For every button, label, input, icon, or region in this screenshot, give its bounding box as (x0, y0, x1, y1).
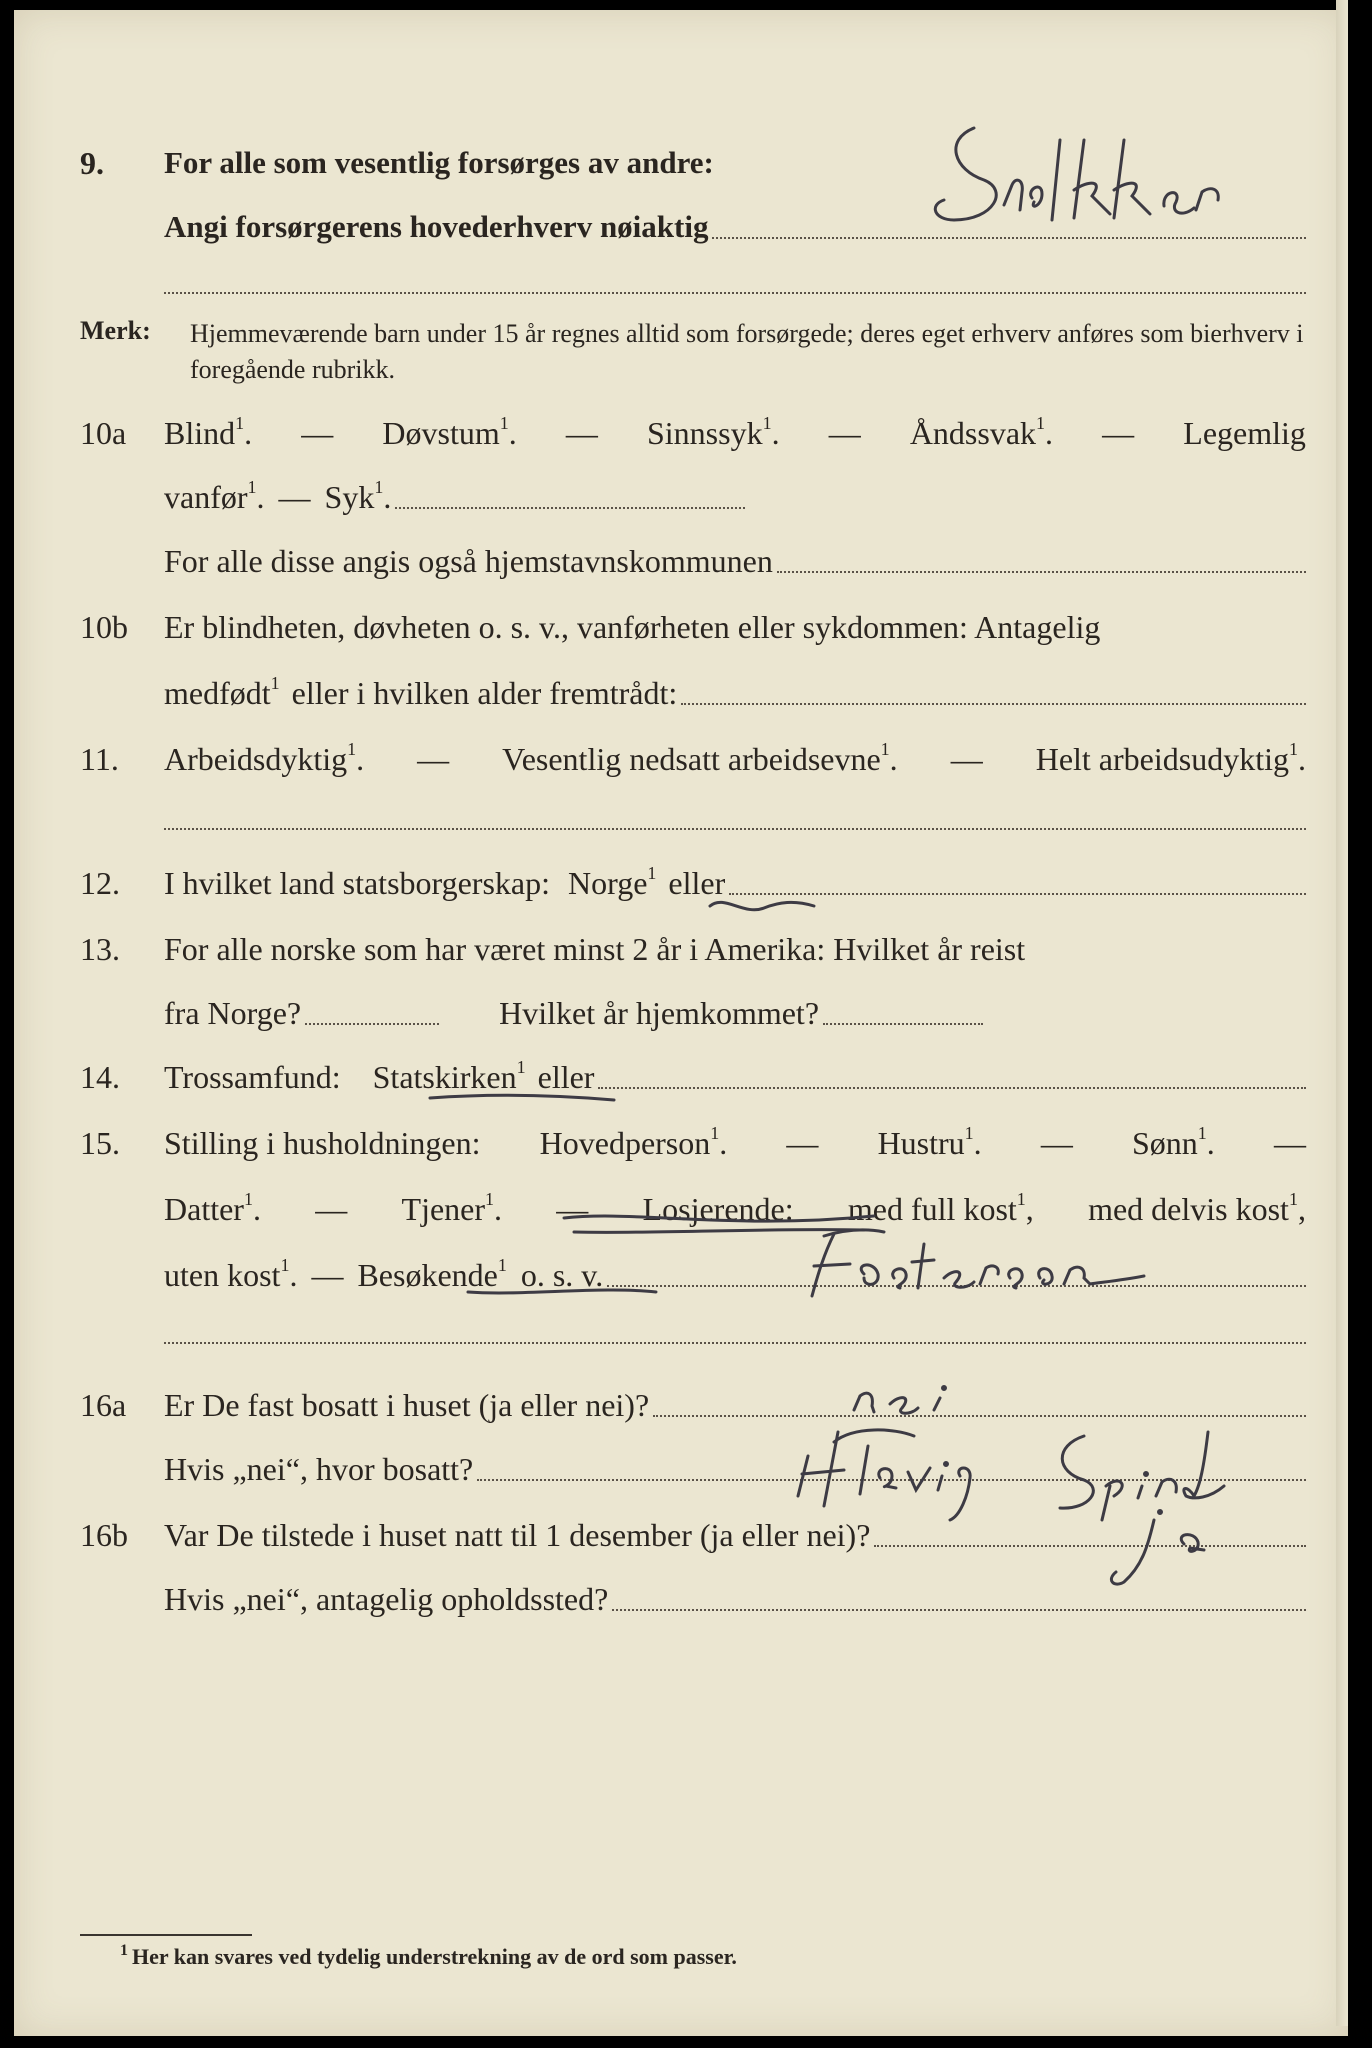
q10a-number: 10a (80, 415, 127, 451)
q14-row (14, 1052, 1348, 1102)
dash: — (1040, 1125, 1073, 1161)
q16b-answer-text (1014, 1630, 1015, 1631)
q16a-answer-text-1 (1014, 1500, 1016, 1501)
dash: — (565, 415, 598, 451)
dash: — (1102, 415, 1135, 451)
statskirken-underline-mark (424, 1088, 624, 1108)
q14-number: 14. (80, 1059, 120, 1095)
q9-text-1: For alle som vesentlig forsørges av andre: (164, 145, 714, 180)
q10b-row-2 (14, 668, 1348, 718)
option-legemlig: Legemlig (1183, 415, 1306, 451)
dash: — (315, 1191, 348, 1227)
besokende-underline-mark (462, 1282, 662, 1302)
q9-answer-text (1014, 260, 1018, 261)
option-dovstum: Døvstum$^1$. (382, 413, 517, 451)
q10a-row-1 (14, 408, 1348, 458)
q16b-text-1: Var De tilstede i huset natt til 1 desember (ja eller nei)? (164, 1517, 871, 1553)
option-andssvak: Åndssvak$^1$. (909, 413, 1054, 451)
q16b-answer-line-2[interactable] (612, 1609, 1306, 1611)
hjemstavn-answer-line[interactable] (777, 571, 1306, 573)
q10b-answer-line[interactable] (681, 703, 1306, 705)
option-hovedperson: Hovedperson$^1$. (539, 1123, 728, 1161)
q10b-row-1 (14, 602, 1348, 652)
q16b-answer-line-1[interactable] (874, 1545, 1306, 1547)
q14-eller: eller (537, 1059, 595, 1095)
page-fold-edge (1336, 0, 1348, 2026)
footnote-rule (80, 1934, 252, 1936)
norge-underline-mark (704, 890, 824, 920)
q13-text-1: For alle norske som har været minst 2 år i Amerika: Hvilket år reist (164, 931, 1026, 967)
option-syk: Syk$^1$. (324, 477, 392, 515)
dash: — (417, 741, 450, 777)
option-datter: Datter$^1$. (164, 1189, 261, 1227)
dash: — (311, 1257, 344, 1293)
option-medfodt: medfødt$^1$ (164, 673, 280, 711)
q16a-answer-text-2 (1014, 1502, 1020, 1503)
dash: — (828, 415, 861, 451)
q13-reist-line[interactable] (305, 1023, 439, 1025)
q12-eller: eller (668, 865, 726, 901)
q10b-text-1: Er blindheten, døvheten o. s. v., vanførheten eller sykdommen: Antagelig (164, 609, 1101, 645)
q13-hjem-line[interactable] (823, 1023, 983, 1025)
q15-extra-line[interactable] (164, 1342, 1306, 1344)
q12-row (14, 858, 1348, 908)
q9-handwritten-answer (914, 110, 1314, 250)
dash: — (950, 741, 983, 777)
option-arbeidsdyktig: Arbeidsdyktig$^1$. (164, 739, 365, 777)
q10a-row-3 (14, 536, 1348, 586)
option-besokende: Besøkende$^1$ (357, 1255, 507, 1293)
option-uten-kost: uten kost$^1$. (164, 1255, 298, 1293)
q13-hjem-label: Hvilket år hjemkommet? (499, 995, 820, 1031)
option-udyktig: Helt arbeidsudyktig$^1$. (1035, 739, 1306, 777)
merk-label: Merk: (80, 316, 151, 345)
option-full-kost: med full kost$^1$, (847, 1189, 1034, 1227)
dash: — (1273, 1125, 1306, 1161)
option-statskirken: Statskirken$^1$ (372, 1057, 526, 1095)
q14-answer-line[interactable] (598, 1087, 1306, 1089)
q16b-text-2: Hvis „nei“, antagelig opholdssted? (164, 1581, 609, 1617)
q16a-text-1: Er De fast bosatt i huset (ja eller nei)? (164, 1387, 650, 1423)
census-form-page (14, 10, 1348, 2036)
option-osv: o. s. v. (520, 1257, 604, 1293)
q12-text: I hvilket land statsborgerskap: (164, 865, 550, 901)
q15-row-1 (14, 1118, 1348, 1168)
q10a-row-2 (14, 472, 1348, 522)
q11-row (14, 734, 1348, 784)
dash: — (301, 415, 334, 451)
q13-reist-label: fra Norge? (164, 995, 302, 1031)
q13-number: 13. (80, 931, 120, 967)
q9-text-2: Angi forsørgerens hovederhverv nøiaktig (164, 209, 709, 244)
q15-number: 15. (80, 1125, 120, 1161)
option-vanfor: vanfør$^1$. (164, 477, 265, 515)
dash: — (278, 479, 311, 515)
q10a-answer-line[interactable] (395, 507, 745, 509)
option-delvis-kost: med delvis kost$^1$, (1088, 1189, 1306, 1227)
dash: — (786, 1125, 819, 1161)
q10b-number: 10b (80, 609, 128, 645)
option-norge: Norge$^1$ (568, 863, 657, 901)
option-tjener: Tjener$^1$. (401, 1189, 503, 1227)
q15-text: Stilling i husholdningen: (164, 1125, 481, 1161)
option-losjerende: Losjerende: (642, 1191, 794, 1227)
q9-extra-line[interactable] (164, 292, 1306, 294)
q11-number: 11. (80, 741, 119, 777)
merk-text: Hjemmeværende barn under 15 år regnes alltid som forsørgede; deres eget erhverv anføres som bierhverv i foregående rubrikk. (190, 319, 1304, 384)
q16a-text-2: Hvis „nei“, hvor bosatt? (164, 1451, 474, 1487)
q9-number: 9. (80, 145, 104, 181)
q11-extra-line[interactable] (164, 828, 1306, 830)
q10a-text-3: For alle disse angis også hjemstavnskommunen (164, 543, 773, 579)
q10b-text-2: eller i hvilken alder fremtrådt: (291, 675, 678, 711)
q13-row-2 (14, 988, 1348, 1038)
q16a-number: 16a (80, 1387, 127, 1423)
option-sonn: Sønn$^1$. (1131, 1123, 1215, 1161)
dash: — (556, 1191, 589, 1227)
footnote-text: Her kan svares ved tydelig understrekning av de ord som passer. (132, 1944, 737, 1969)
option-sinnssyk: Sinnssyk$^1$. (646, 413, 780, 451)
q14-text: Trossamfund: (164, 1059, 341, 1095)
q13-row-1 (14, 924, 1348, 974)
option-hustru: Hustru$^1$. (877, 1123, 982, 1161)
option-blind: Blind$^1$. (164, 413, 253, 451)
q16b-handwritten-ja (1094, 1506, 1234, 1596)
q16b-number: 16b (80, 1517, 128, 1553)
footnote-mark: 1 (120, 1942, 128, 1959)
q15-handwritten-answer (794, 1224, 1154, 1304)
option-nedsatt: Vesentlig nedsatt arbeidsevne$^1$. (502, 739, 898, 777)
q12-number: 12. (80, 865, 120, 901)
q15-answer-text (1014, 1310, 1019, 1311)
